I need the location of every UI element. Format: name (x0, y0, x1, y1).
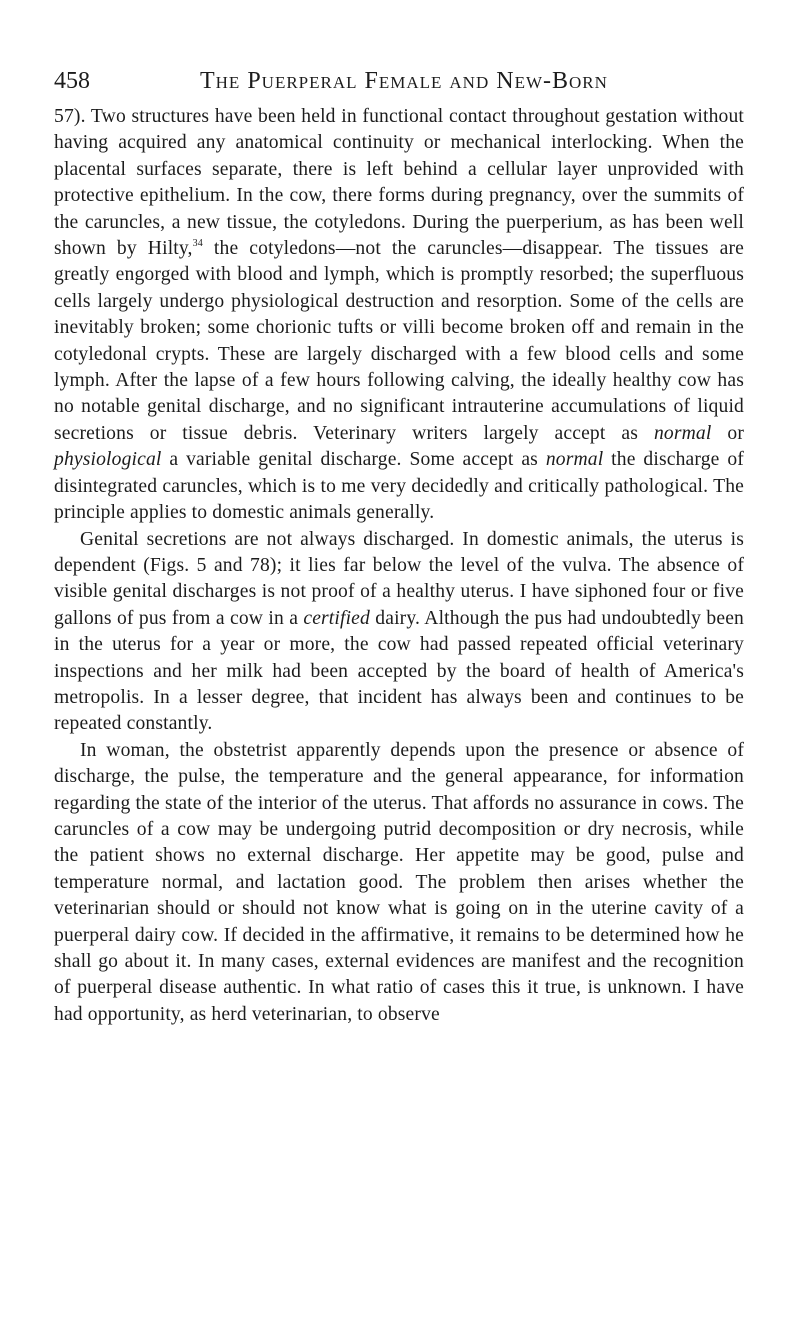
running-title: The Puerperal Female and New-Born (200, 68, 608, 94)
italic-term: normal (545, 449, 604, 471)
text-run: dairy. Although the pus had undoubtedly been in the uterus for a year or more, the cow had passed repeated official veterinary inspections and her milk had been accepted by the board of health of America's metropolis. In a lesser degree, that incident has always been and continues to be repeated constantly. (54, 607, 744, 735)
paragraph-continued (54, 104, 744, 527)
text-run: or (711, 422, 744, 444)
italic-term: normal (653, 422, 712, 444)
running-head (54, 64, 746, 98)
text-run: Genital secretions are not always discharged. In domestic animals, the uterus is dependent (Figs. 5 and 78); it lies far below the level of the vulva. The absence of visible genital discharges is not proof of a healthy uterus. I have siphoned four or five gallons of pus from a cow in a (54, 528, 744, 629)
text-run: the discharge of disintegrated caruncles, which is to me very decidedly and critically pathological. The principle applies to domestic animals generally. (54, 449, 744, 524)
footnote-reference: 34 (192, 238, 203, 250)
italic-term: physiological (54, 449, 162, 471)
text-run: In woman, the obstetrist apparently depends upon the presence or absence of discharge, the pulse, the temperature and the general appearance, for information regarding the state of the interior of the uterus. That affords no assurance in cows. The caruncles of a cow may be undergoing putrid decomposition or dry necrosis, while the patient shows no external discharge. Her appetite may be good, pulse and temperature normal, and lactation good. The problem then arises whether the veterinarian should or should not know what is going on in the uterine cavity of a puerperal dairy cow. If decided in the affirmative, it remains to be determined how he shall go about it. In many cases, external evidences are manifest and the recognition of puerperal disease authentic. In what ratio of cases this it true, is unknown. I have had opportunity, as herd veterinarian, to observe (54, 739, 744, 1025)
italic-term: certified (303, 607, 370, 629)
body-text (54, 104, 744, 1028)
text-run: 57). Two structures have been held in functional contact throughout gestation without having acquired any anatomical continuity or mechanical interlocking. When the placental surfaces separate, there is left behind a cellular layer unprovided with protective epithelium. In the cow, there forms during pregnancy, over the summits of the caruncles, a new tissue, the cotyledons. During the puerperium, as has been well shown by Hilty, (54, 106, 744, 260)
paragraph-genital-secretions (54, 527, 744, 738)
text-run: a variable genital discharge. Some accept as (161, 449, 546, 471)
text-run: the cotyledons—not the caruncles—disappear. The tissues are greatly engorged with blood and lymph, which is promptly resorbed; the superfluous cells largely undergo physiological destruction and resorption. Some of the cells are inevitably broken; some chorionic tufts or villi become broken off and remain in the cotyledonal crypts. These are largely discharged with a few blood cells and some lymph. After the lapse of a few hours following calving, the ideally healthy cow has no notable genital discharge, and no significant intrauterine accumulations of liquid secretions or tissue debris. Veterinary writers largely accept as (54, 238, 744, 444)
page-number: 458 (54, 68, 90, 94)
paragraph-in-woman (54, 738, 744, 1028)
